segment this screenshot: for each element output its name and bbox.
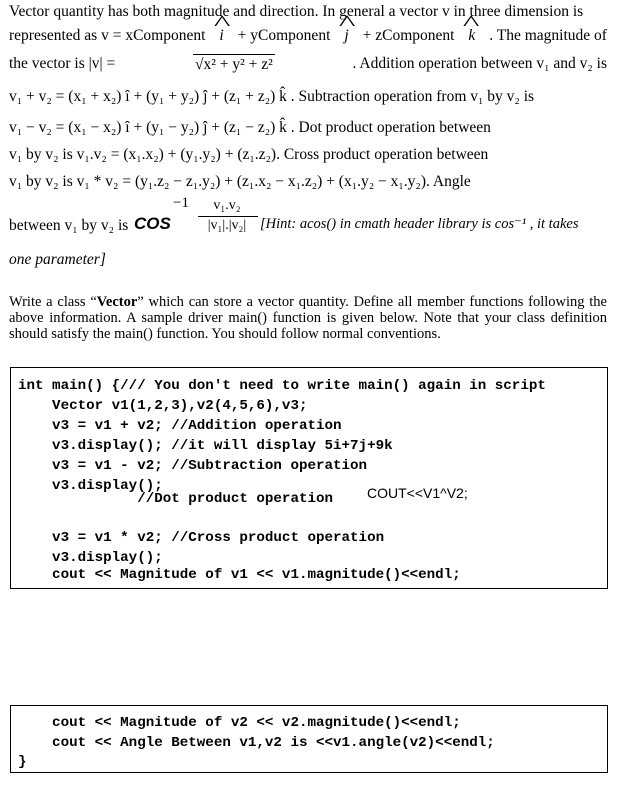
intro-line-6: v₁ by v₂ is v₁.v₂ = (x₁.x₂) + (y₁.y₂) + (z₁.z₂). Cross product operation between <box>9 146 489 163</box>
code-line-2: Vector v1(1,2,3),v2(4,5,6),v3; <box>18 398 308 414</box>
intro-line-3-a: the vector is |v| = <box>9 55 116 72</box>
intro-line-4: v₁ + v₂ = (x₁ + x₂) î + (y₁ + y₂) ĵ + (z₁ + z₂) k̂ . Subtraction operation from v₁ by v₂ is <box>9 88 535 105</box>
code-line-9: v3.display(); <box>18 550 163 566</box>
unit-i: ^ i <box>219 26 223 46</box>
intro-line-2-a: represented as v = xComponent <box>9 27 206 44</box>
unit-j: ^ j <box>344 26 348 46</box>
code-line-10: cout << Magnitude of v1 << v1.magnitude()<<endl; <box>18 567 461 583</box>
hint-text: [Hint: acos() in cmath header library is cos⁻¹ , it takes <box>260 216 579 232</box>
code-line-4: v3.display(); //it will display 5i+7j+9k <box>18 438 393 454</box>
intro-line-9: one parameter] <box>9 251 106 268</box>
intro-line-2-c: + yComponent <box>237 27 331 44</box>
angle-numerator: v₁.v₂ <box>213 198 241 213</box>
code-line-1: int main() {/// You don't need to write main() again in script <box>18 378 546 394</box>
code-line-11: cout << Magnitude of v2 << v2.magnitude()<<endl; <box>18 715 461 731</box>
intro-line-3-c: . Addition operation between v₁ and v₂ is <box>352 55 607 72</box>
intro-line-2-e: + zComponent <box>362 27 455 44</box>
angle-denominator: |v₁|.|v₂| <box>207 218 247 233</box>
code-line-12: cout << Angle Between v1,v2 is <<v1.angle(v2)<<endl; <box>18 735 495 751</box>
intro-line-2-g: . The magnitude of <box>489 27 607 44</box>
intro-line-7: v₁ by v₂ is v₁ * v₂ = (y₁.z₂ − z₁.y₂) + (z₁.x₂ − x₁.z₂) + (x₁.y₂ − x₁.y₂). Angle <box>9 173 471 190</box>
fraction-bar <box>198 216 258 217</box>
inverse-exponent: −1 <box>173 195 189 211</box>
class-name: Vector <box>96 294 138 310</box>
intro-line-3 <box>9 54 607 75</box>
intro-line-8-a: between v₁ by v₂ is <box>9 217 129 234</box>
intro-line-5: v₁ − v₂ = (x₁ − x₂) î + (y₁ − y₂) ĵ + (z₁ − z₂) k̂ . Dot product operation between <box>9 119 491 136</box>
code-line-5: v3 = v1 - v2; //Subtraction operation <box>18 458 368 474</box>
intro-line-1: Vector quantity has both magnitude and direction. In general a vector v in three dimension is <box>9 3 584 20</box>
code-line-6: v3.display(); <box>18 478 163 494</box>
task-paragraph: Write a class “Vector” which can store a vector quantity. Define all member functions following the above information. A sample driver main() function is given below. Note that your class definition should satisfy the main() function. You should follow normal conventions. <box>9 294 607 342</box>
intro-line-2 <box>9 26 607 46</box>
code-line-3: v3 = v1 + v2; //Addition operation <box>18 418 342 434</box>
cos-label: COS <box>134 214 171 233</box>
code-line-13: } <box>18 754 27 770</box>
magnitude-formula: √x² + y² + z² <box>194 56 273 73</box>
code-line-7: //Dot product operation <box>18 491 334 507</box>
unit-k: ^ k <box>468 26 475 46</box>
dot-product-note: COUT<<V1^V2; <box>367 485 468 501</box>
code-line-8: v3 = v1 * v2; //Cross product operation <box>18 530 385 546</box>
